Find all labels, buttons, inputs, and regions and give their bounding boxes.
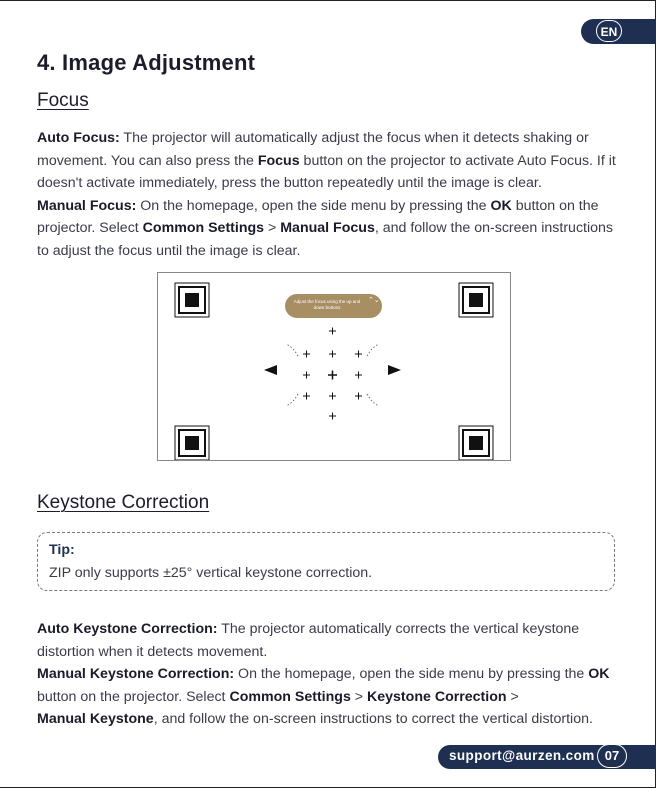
section-title: 4. Image Adjustment	[37, 50, 256, 75]
tip-label: Tip:	[49, 542, 75, 558]
manual-focus-name: Manual Focus	[280, 220, 375, 237]
tip-box	[37, 532, 615, 591]
focus-paragraph	[37, 127, 627, 263]
corner-target-bottom-left	[175, 426, 209, 460]
ok-button-name: OK	[588, 666, 610, 683]
manual-keystone-text-3: , and follow the on-screen instructions to correct the vertical distortion.	[153, 711, 593, 728]
focus-button-name: Focus	[257, 152, 300, 169]
keystone-heading: Keystone Correction	[37, 492, 210, 513]
tip-text: ZIP only supports ±25° vertical keystone correction.	[49, 565, 373, 581]
path-separator: >	[264, 220, 281, 237]
auto-focus-label: Auto Focus:	[37, 130, 120, 146]
manual-focus-text-2: button on the projector. Select	[37, 197, 599, 237]
pill-instruction-text: Adjust the focus using the up and down buttons	[293, 299, 361, 310]
auto-keystone-text: The projector automatically corrects the vertical keystone distortion when it detects movement.	[37, 621, 580, 660]
manual-keystone-text-1: On the homepage, open the side menu by pressing the	[234, 666, 589, 683]
path-separator: >	[506, 688, 519, 705]
manual-keystone-text-2: button on the projector. Select	[37, 688, 230, 705]
right-arrow-icon	[388, 365, 401, 375]
path-separator: >	[350, 688, 368, 705]
keystone-paragraph	[37, 618, 627, 731]
up-down-arrows-icon: ⌃⌄	[368, 297, 380, 304]
manual-focus-label: Manual Focus:	[37, 197, 137, 214]
manual-keystone-name: Manual Keystone	[37, 711, 154, 728]
manual-focus-text-1: On the homepage, open the side menu by pressing the	[136, 197, 491, 214]
focus-diagram	[157, 272, 511, 461]
left-arrow-icon	[264, 365, 277, 375]
auto-focus-text-1: The projector will automatically adjust the focus when it detects shaking or movement. You can also press the	[37, 130, 589, 169]
common-settings-name: Common Settings	[142, 220, 265, 237]
manual-focus-text-3: , and follow the on-screen instructions to adjust the focus until the image is clear.	[37, 220, 614, 259]
focus-heading: Focus	[37, 90, 89, 111]
language-badge: EN	[596, 20, 622, 42]
corner-target-bottom-right	[459, 426, 493, 460]
common-settings-name: Common Settings	[229, 688, 351, 705]
focus-instruction-pill	[285, 294, 382, 318]
support-email[interactable]: support@aurzen.com	[449, 748, 595, 763]
auto-keystone-label: Auto Keystone Correction:	[37, 621, 218, 637]
page-number: 07	[597, 744, 627, 768]
page-border-top	[0, 0, 656, 1]
auto-focus-text-2: button on the projector to activate Auto Focus. If it doesn't activate immediately, press the button repeatedly until the image is clear.	[37, 152, 616, 192]
ok-button-name: OK	[490, 197, 512, 214]
manual-keystone-label: Manual Keystone Correction:	[37, 666, 235, 683]
crosshair-grid	[303, 328, 362, 420]
corner-target-top-left	[175, 283, 209, 317]
keystone-correction-name: Keystone Correction	[367, 688, 507, 705]
corner-target-top-right	[459, 283, 493, 317]
